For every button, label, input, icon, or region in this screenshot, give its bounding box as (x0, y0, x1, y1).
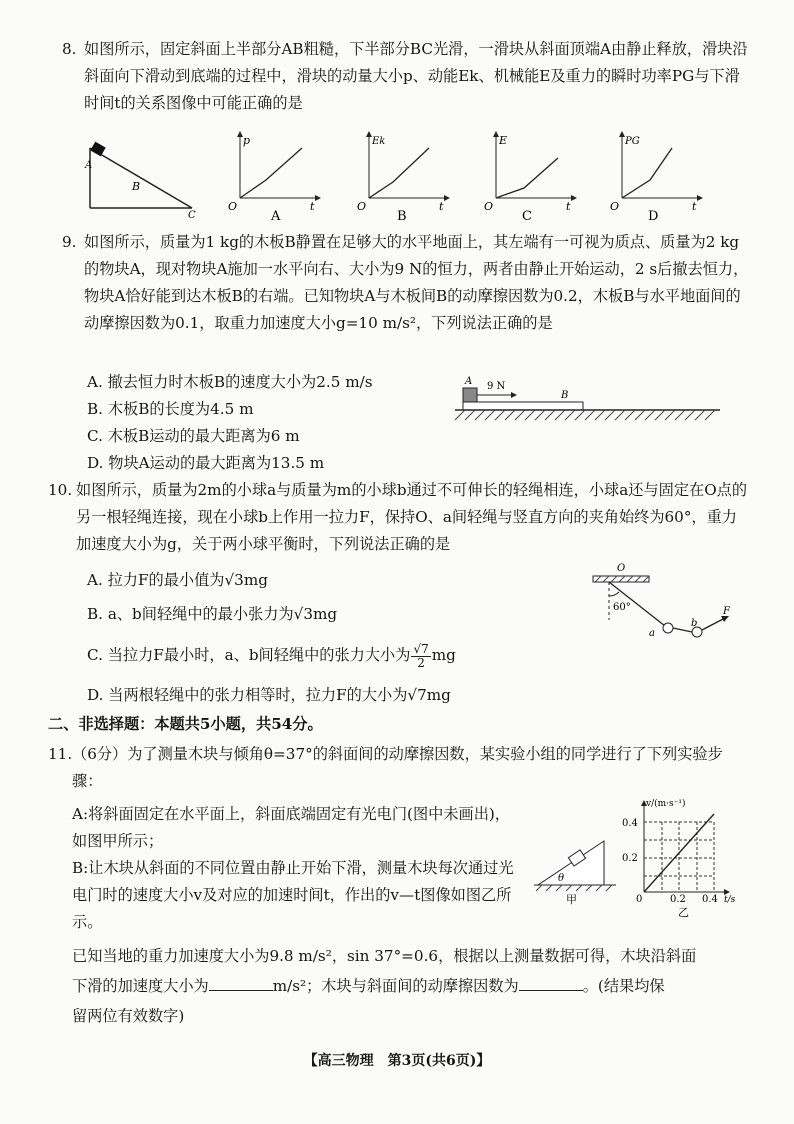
graph-a-origin: O (228, 200, 238, 213)
q9-option-b: B. 木板B的长度为4.5 m (87, 400, 254, 418)
q10-option-c-text: C. 当拉力F最小时，a、b间轻绳中的张力大小为 (87, 646, 411, 664)
q11-conclusion-line2b: m/s²；木块与斜面间的动摩擦因数为 (272, 977, 519, 995)
q10-fig-o: O (617, 563, 626, 574)
q9-option-d: D. 物块A运动的最大距离为13.5 m (87, 454, 325, 472)
q9-stem: 如图所示，质量为1 kg的木板B静置在足够大的水平地面上，其左端有一可视为质点、质量为2 kg的物块A，现对物块A施加一水平向右、大小为9 N的恒力，两者由静止开始运动，2 s后撤去恒力，物块A恰好能到达木板B的右端。已知物块A与木板间B的动摩擦因数为0.2，木板B与水平地面间的动摩擦因数为0.1，取重力加速度大小g=10 m/s²，下列说法正确的是 (84, 233, 749, 332)
q10-option-c-numerator: √7 (413, 641, 429, 656)
q10-fig-angle: 60° (613, 602, 631, 613)
q11-vt-graph (618, 792, 758, 920)
q9-fig-force: 9 N (487, 381, 506, 392)
q11-fig-ylabel: v/(m·s⁻¹) (646, 799, 686, 809)
q11-step-b: B:让木块从斜面的不同位置由静止开始下滑，测量木块每次通过光电门时的速度大小v及对应的加速时间t，作出的v—t图像如图乙所示。 (72, 859, 514, 931)
q8-incline-figure (82, 138, 202, 220)
q8-graph-b (355, 128, 455, 223)
q10-option-d-value: √7mg (407, 686, 451, 704)
graph-b-ylabel: Ek (372, 136, 386, 147)
q9-option-a: A. 撤去恒力时木板B的速度大小为2.5 m/s (87, 373, 373, 391)
q11-conclusion-line2 (72, 973, 752, 1000)
q11-fig-jia: 甲 (566, 893, 577, 905)
q9-option-c: C. 木板B运动的最大距离为6 m (87, 427, 300, 445)
q11-fig-origin: 0 (636, 894, 643, 905)
graph-d-letter: D (648, 209, 659, 223)
q10-option-b-text: B. a、b间轻绳中的最小张力为 (87, 605, 294, 623)
q10-option-b (87, 601, 337, 628)
graph-b-xlabel: t (439, 200, 444, 213)
graph-a-letter: A (271, 209, 281, 223)
q10-fig-a: a (649, 628, 655, 639)
q9-board-figure (455, 370, 725, 426)
q10-stem: 如图所示，质量为2m的小球a与质量为m的小球b通过不可伸长的轻绳相连，小球a还与固定在O点的另一根轻绳连接，现在小球b上作用一拉力F，保持O、a间轻绳与竖直方向的夹角始终为60°，重力加速度大小为g，关于两小球平衡时，下列说法正确的是 (76, 481, 748, 553)
fig-label-a: A (85, 160, 93, 171)
q10-fig-f: F (723, 606, 730, 617)
q10-option-c-denominator: 2 (417, 655, 425, 670)
q10-option-b-value: √3mg (293, 605, 338, 623)
q11-incline-figure (530, 825, 620, 905)
q10-fig-b: b (691, 618, 698, 629)
graph-b-origin: O (357, 200, 367, 213)
page-footer: 【高三物理 第3页(共6页)】 (303, 1053, 491, 1069)
q11-conclusion-line2a: 下滑的加速度大小为 (72, 977, 209, 995)
q10-pendulum-figure (585, 560, 745, 645)
graph-a-ylabel: p (243, 134, 251, 147)
graph-d-xlabel: t (692, 200, 697, 213)
q11-conclusion-line2c: 。(结果均保 (582, 977, 665, 995)
q8-graph-d (608, 128, 708, 223)
q10-option-d-text: D. 当两根轻绳中的张力相等时，拉力F的大小为 (87, 686, 408, 704)
graph-c-letter: C (522, 209, 532, 223)
answer-blank-friction[interactable] (519, 976, 583, 991)
q9-fig-b: B (561, 390, 569, 401)
q8-stem: 如图所示，固定斜面上半部分AB粗糙，下半部分BC光滑，一滑块从斜面顶端A由静止释放，滑块沿斜面向下滑动到底端的过程中，滑块的动量大小p、动能Ek、机械能E及重力的瞬时功率PG与下滑时间t的关系图像中可能正确的是 (84, 40, 748, 112)
q11-number: 11. (48, 745, 73, 763)
graph-c-origin: O (484, 200, 494, 213)
q11-fig-y2: 0.2 (622, 853, 638, 864)
q11-fig-theta: θ (558, 873, 565, 884)
graph-b-letter: B (397, 209, 407, 223)
q9-number: 9. (62, 233, 77, 251)
q8-graph-a (226, 128, 326, 223)
q10-option-a-text: A. 拉力F的最小值为 (87, 571, 225, 589)
q10-option-c-fraction (411, 643, 430, 670)
fig-label-c: C (188, 210, 196, 220)
q11-fig-x1: 0.2 (670, 894, 686, 905)
q11-conclusion-line3: 留两位有效数字) (72, 1007, 185, 1025)
q11-conclusion-line1: 已知当地的重力加速度大小为9.8 m/s²，sin 37°=0.6，根据以上测量数据可得，木块沿斜面 (72, 947, 697, 965)
q8-number: 8. (62, 40, 77, 58)
q11-step-a: A:将斜面固定在水平面上，斜面底端固定有光电门(图中未画出)，如图甲所示； (72, 805, 510, 850)
q11-fig-y1: 0.4 (622, 818, 638, 829)
graph-d-origin: O (610, 200, 620, 213)
graph-d-ylabel: PG (625, 136, 640, 147)
q11-fig-x2: 0.4 (702, 894, 718, 905)
fig-label-b: B (132, 180, 141, 193)
q10-option-c (87, 642, 456, 670)
q10-option-a-value: √3mg (224, 571, 268, 589)
q10-option-a (87, 567, 268, 594)
q11-intro: （6分）为了测量木块与倾角θ=37°的斜面间的动摩擦因数，某实验小组的同学进行了下列实验步骤： (72, 745, 723, 790)
graph-c-ylabel: E (499, 134, 508, 147)
graph-c-xlabel: t (566, 200, 571, 213)
section-two-heading: 二、非选择题：本题共5小题，共54分。 (48, 715, 323, 733)
q11-fig-yi: 乙 (678, 906, 689, 919)
answer-blank-acceleration[interactable] (209, 976, 273, 991)
q9-fig-a: A (465, 376, 473, 387)
graph-a-xlabel: t (310, 200, 315, 213)
q11-fig-xunit: t/s (724, 895, 736, 905)
q8-graph-c (482, 128, 582, 223)
q10-number: 10. (48, 481, 73, 499)
q10-option-c-unit: mg (431, 646, 456, 664)
q10-option-d (87, 682, 451, 709)
